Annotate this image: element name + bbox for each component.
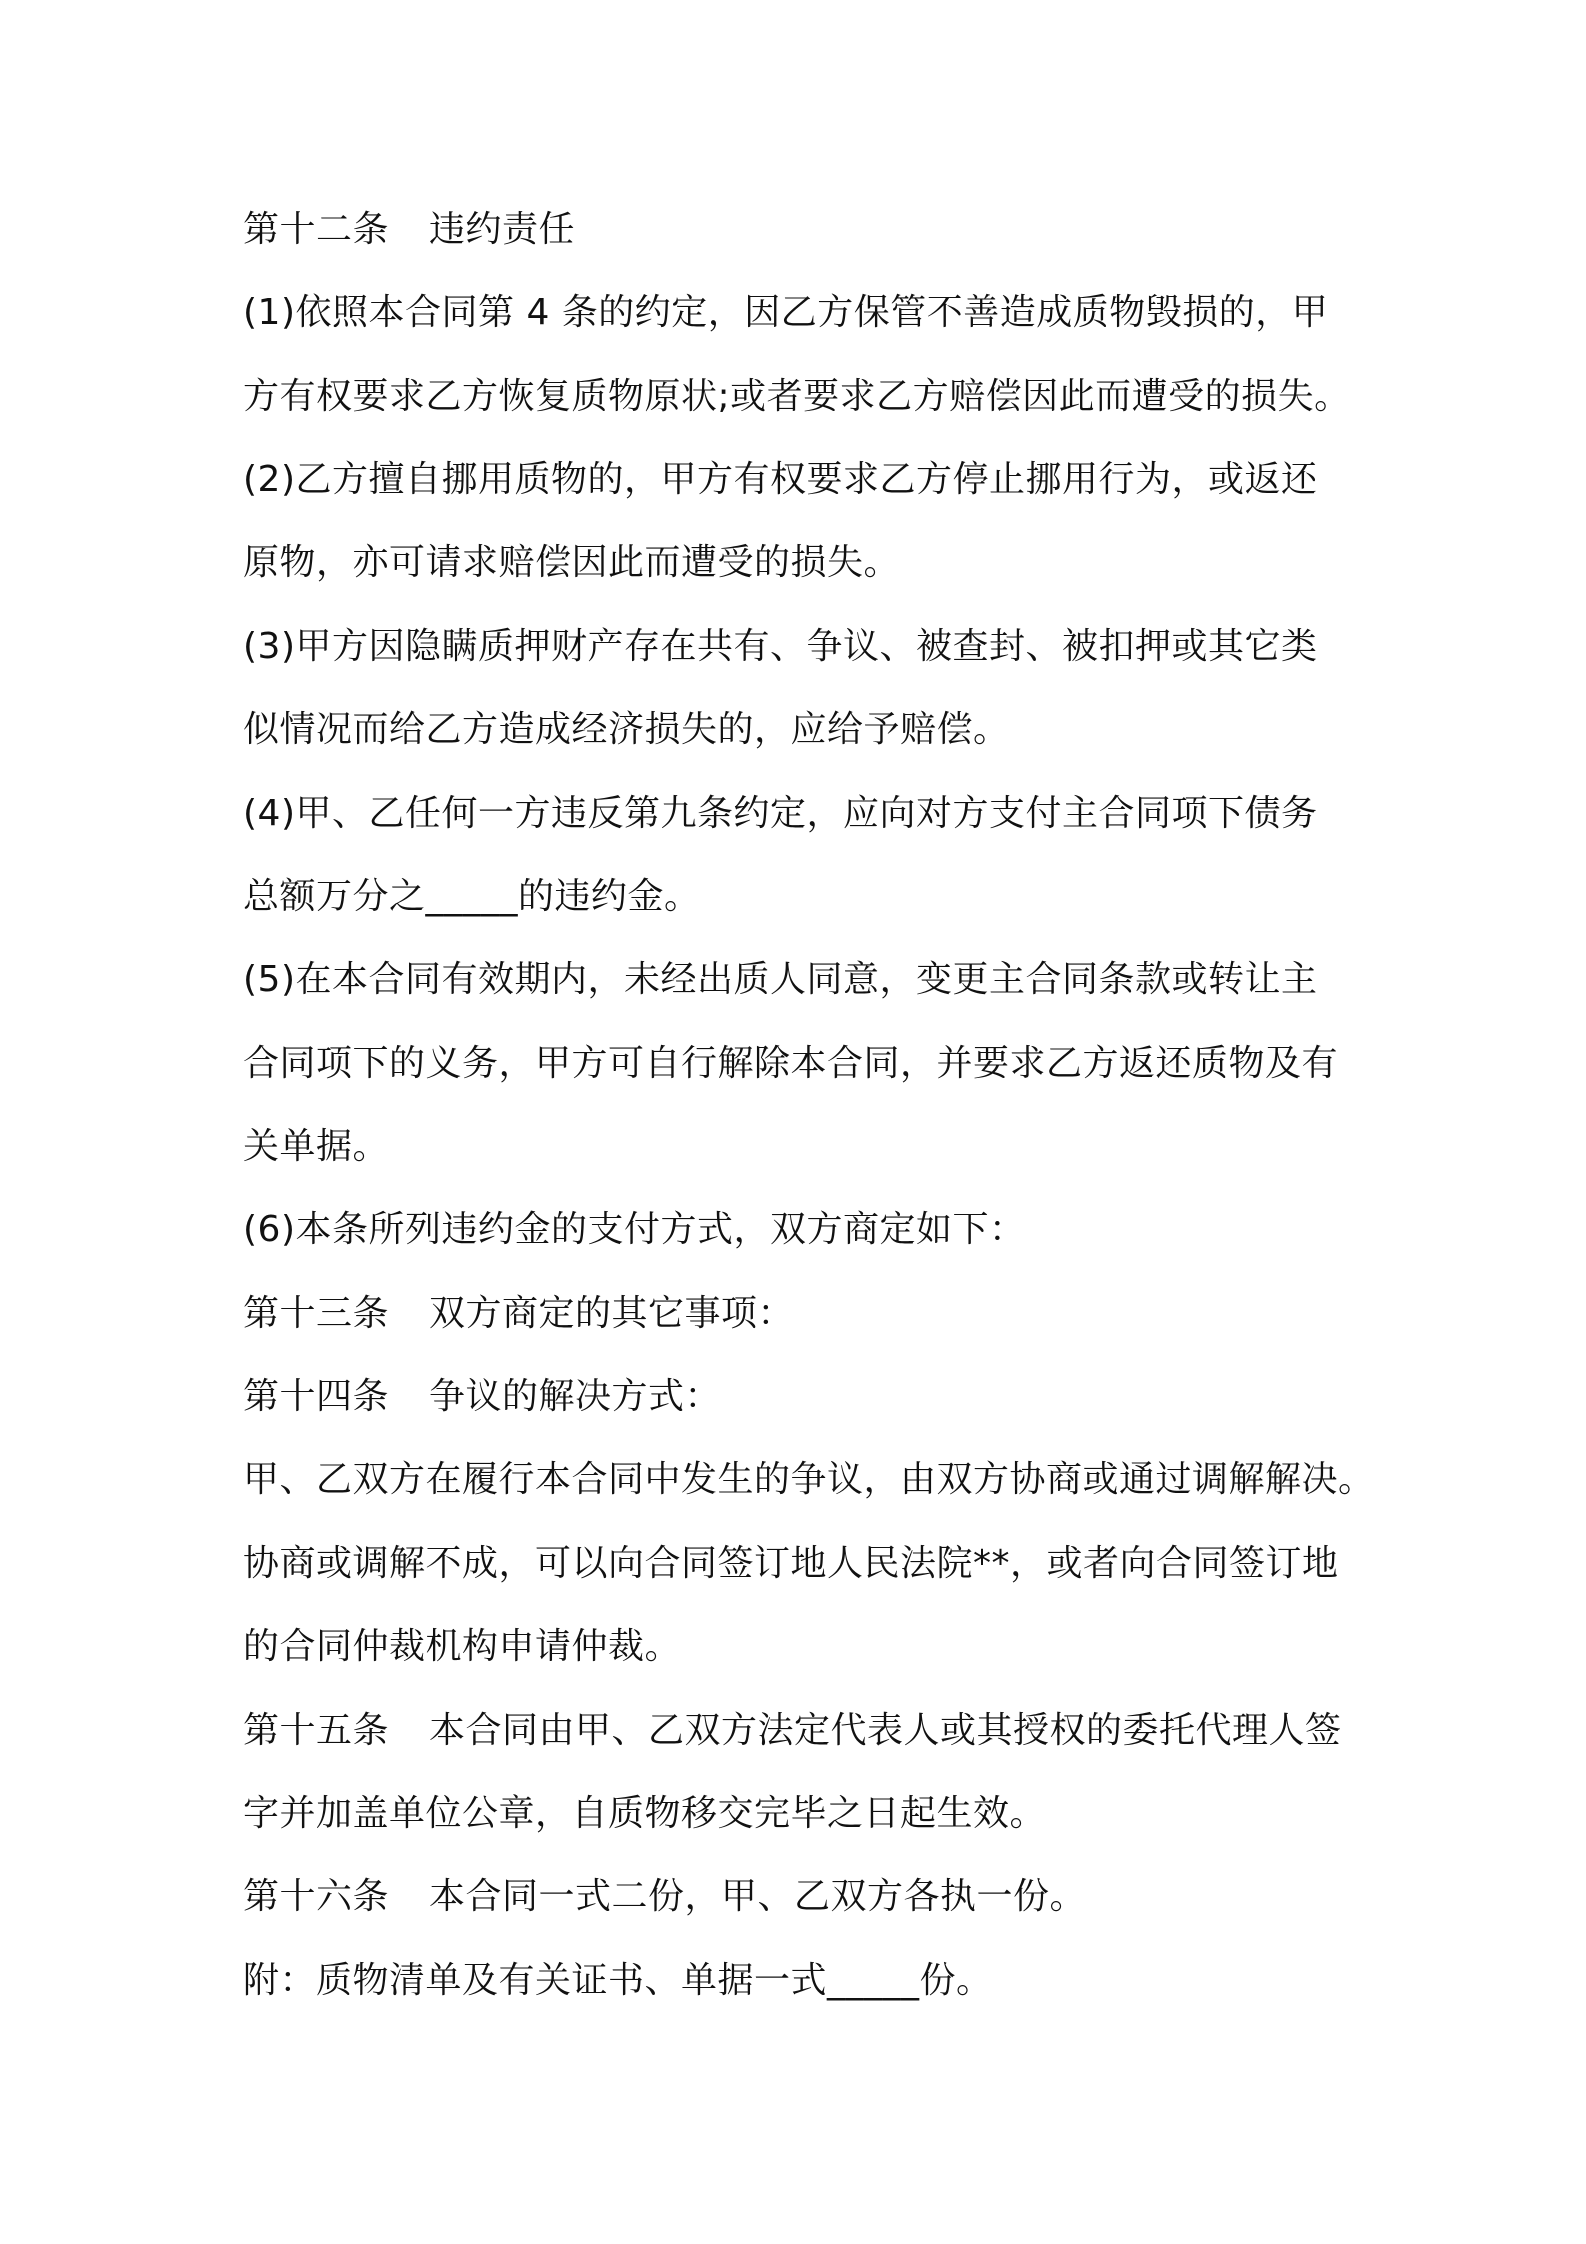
article-number: 第十五条: [243, 1710, 390, 1751]
article-16: [243, 1872, 1363, 1922]
article-12-heading: [243, 205, 1363, 255]
clause-text: 合同项下的义务，甲方可自行解除本合同，并要求乙方返还质物及有: [243, 1043, 1339, 1084]
clause-text: 方有权要求乙方恢复质物原状;或者要求乙方赔偿因此而遭受的损失。: [243, 376, 1351, 417]
article-number: 第十四条: [243, 1376, 390, 1417]
clause-text: (2)乙方擅自挪用质物的，甲方有权要求乙方停止挪用行为，或返还: [243, 459, 1318, 500]
clause-text: (1)依照本合同第 4 条的约定，因乙方保管不善造成质物毁损的，甲: [243, 292, 1329, 333]
clause-text: 总额万分之_____的违约金。: [243, 876, 701, 917]
clause-text: 似情况而给乙方造成经济损失的，应给予赔偿。: [243, 709, 1010, 750]
clause-text: 原物，亦可请求赔偿因此而遭受的损失。: [243, 542, 901, 583]
clause-text: 甲、乙双方在履行本合同中发生的争议，由双方协商或通过调解解决。: [243, 1459, 1375, 1500]
attachment-note: 附：质物清单及有关证书、单据一式_____份。: [243, 1960, 993, 2001]
clause-text: 协商或调解不成，可以向合同签订地人民法院**，或者向合同签订地: [243, 1543, 1339, 1584]
article-title: 违约责任: [429, 209, 576, 250]
clause-text: 本合同一式二份，甲、乙双方各执一份。: [429, 1876, 1087, 1917]
article-number: 第十三条: [243, 1293, 390, 1334]
clause-text: 的合同仲裁机构申请仲裁。: [243, 1626, 682, 1667]
article-number: 第十六条: [243, 1876, 390, 1917]
clause-text: (4)甲、乙任何一方违反第九条约定，应向对方支付主合同项下债务: [243, 793, 1318, 834]
clause-text: 本合同由甲、乙双方法定代表人或其授权的委托代理人签: [429, 1710, 1342, 1751]
article-number: 第十二条: [243, 209, 390, 250]
article-14-heading: [243, 1372, 1363, 1422]
clause-text: 关单据。: [243, 1126, 390, 1167]
article-15: [243, 1706, 1363, 1756]
article-title: 双方商定的其它事项：: [429, 1293, 795, 1334]
clause-text: (6)本条所列违约金的支付方式，双方商定如下：: [243, 1209, 1026, 1250]
article-title: 争议的解决方式：: [429, 1376, 722, 1417]
article-13-heading: [243, 1289, 1363, 1339]
clause-text: (3)甲方因隐瞒质押财产存在共有、争议、被查封、被扣押或其它类: [243, 626, 1318, 667]
clause-text: (5)在本合同有效期内，未经出质人同意，变更主合同条款或转让主: [243, 959, 1318, 1000]
clause-text: 字并加盖单位公章，自质物移交完毕之日起生效。: [243, 1793, 1047, 1834]
